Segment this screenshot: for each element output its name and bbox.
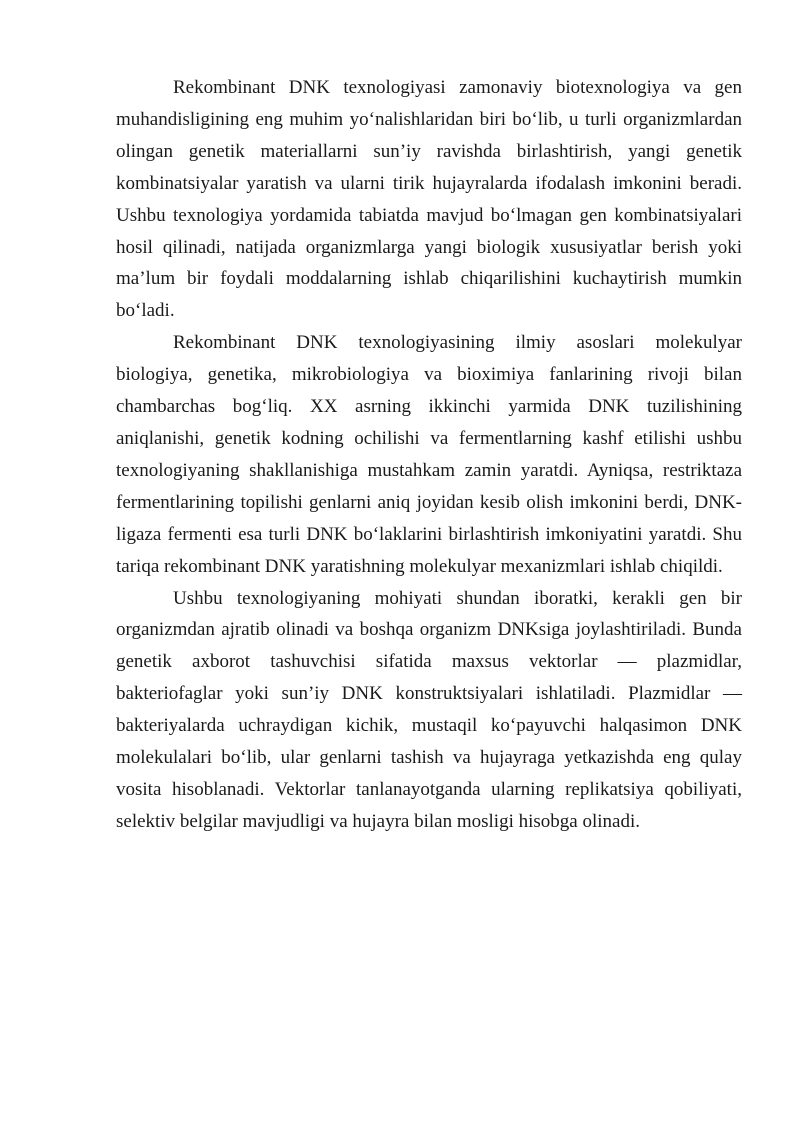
paragraph-technology-essence: Ushbu texnologiyaning mohiyati shundan iboratki, kerakli gen bir organizmdan ajratib olinadi va boshqa organizm DNKsiga joylashtiriladi. Bunda genetik axborot tashuvchisi sifatida maxsus vektorlar — plazmidlar, bakteriofaglar yoki sun’iy DNK konstruktsiyalari ishlatiladi. Plazmidlar — bakteriyalarda uchraydigan kichik, mustaqil ko‘payuvchi halqasimon DNK molekulalari bo‘lib, ular genlarni tashish va hujayraga yetkazishda eng qulay vosita hisoblanadi. Vektorlar tanlanayotganda ularning replikatsiya qobiliyati, selektiv belgilar mavjudligi va hujayra bilan mosligi hisobga olinadi. — [116, 587, 742, 832]
paragraph-recombinant-dna-intro: Rekombinant DNK texnologiyasi zamonaviy biotexnologiya va gen muhandisligining eng muhim yo‘nalishlaridan biri bo‘lib, u turli organizmlardan olingan genetik materiallarni sun’iy ravishda birlashtirish, yangi genetik kombinatsiyalar yaratish va ularni tirik hujayralarda ifodalash imkonini beradi. Ushbu texnologiya yordamida tabiatda mavjud bo‘lmagan gen kombinatsiyalari hosil qilinadi, natijada organizmlarga yangi biologik xususiyatlar berish yoki ma’lum bir foydali moddalarning ishlab chiqarilishini kuchaytirish mumkin bo‘ladi. — [116, 77, 742, 322]
document-page — [116, 72, 742, 838]
paragraph-scientific-basis: Rekombinant DNK texnologiyasining ilmiy asoslari molekulyar biologiya, genetika, mikrobiologiya va bioximiya fanlarining rivoji bilan chambarchas bog‘liq. XX asrning ikkinchi yarmida DNK tuzilishining aniqlanishi, genetik kodning ochilishi va fermentlarning kashf etilishi ushbu texnologiyaning shakllanishiga mustahkam zamin yaratdi. Ayniqsa, restriktaza fermentlarining topilishi genlarni aniq joyidan kesib olish imkonini berdi, DNK-ligaza fermenti esa turli DNK bo‘laklarini birlashtirish imkoniyatini yaratdi. Shu tariqa rekombinant DNK yaratishning molekulyar mexanizmlari ishlab chiqildi. — [116, 332, 742, 577]
